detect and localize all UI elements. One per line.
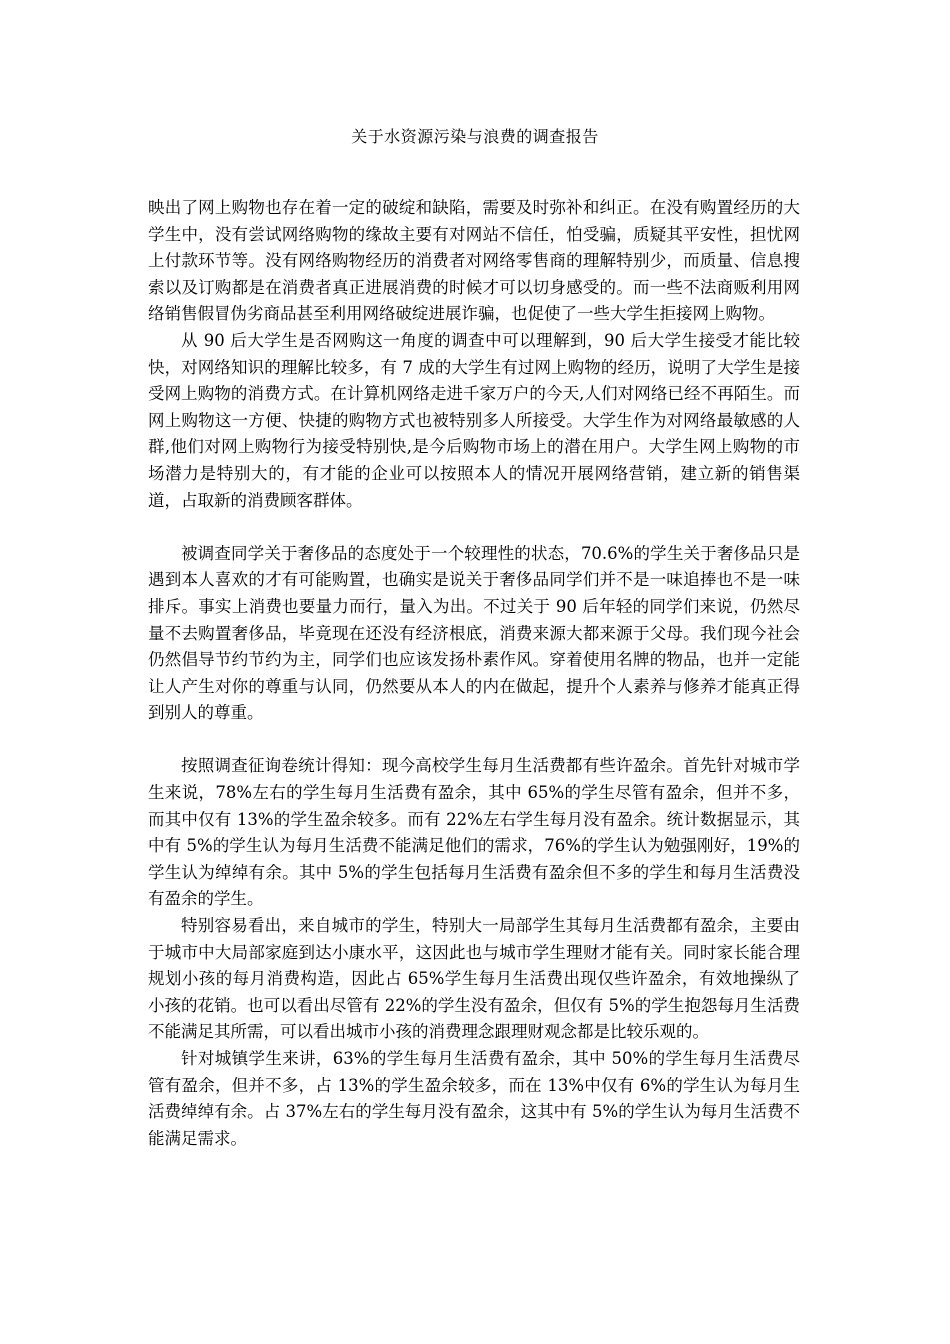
page-title: 关于水资源污染与浪费的调查报告: [351, 127, 599, 146]
paragraph-1: 映出了网上购物也存在着一定的破绽和缺陷，需要及时弥补和纠正。在没有购置经历的大学生中，没有尝试网络购物的缘故主要有对网站不信任，怕受骗，质疑其平安性，担忧网上付款环节等。没有网络购物经历的消费者对网络零售商的理解特别少，而质量、信息搜索以及订购都是在消费者真正进展消费的时候才可以切身感受的。而一些不法商贩利用网络销售假冒伪劣商品甚至利用网络破绽进展诈骗，也促使了一些大学生拒接网上购物。: [148, 198, 800, 324]
paragraph-gap: [148, 727, 800, 754]
paragraph-5: 特别容易看出，来自城市的学生，特别大一局部学生其每月生活费都有盈余，主要由于城市中大局部家庭到达小康水平，这因此也与城市学生理财才能有关。同时家长能合理规划小孩的每月消费构造，因此占 65%学生每月生活费出现仅些许盈余，有效地操纵了小孩的花销。也可以看出尽管有 22%的学生没有盈余，但仅有 5%的学生抱怨每月生活费不能满足其所需，可以看出城市小孩的消费理念跟理财观念都是比较乐观的。: [148, 916, 800, 1042]
paragraph-6: 针对城镇学生来讲，63%的学生每月生活费有盈余，其中 50%的学生每月生活费尽管有盈余，但并不多，占 13%的学生盈余较多，而在 13%中仅有 6%的学生认为每月生活费绰绰有余。占 37%左右的学生每月没有盈余，这其中有 5%的学生认为每月生活费不能满足需求。: [148, 1049, 800, 1148]
document-body: [148, 195, 800, 1152]
paragraph-4: 按照调查征询卷统计得知：现今高校学生每月生活费都有些许盈余。首先针对城市学生来说，78%左右的学生每月生活费有盈余，其中 65%的学生尽管有盈余，但并不多，而其中仅有 13%的学生盈余较多。而有 22%左右学生每月没有盈余。统计数据显示，其中有 5%的学生认为每月生活费不能满足他们的需求，76%的学生认为勉强刚好，19%的学生认为绰绰有余。其中 5%的学生包括每月生活费有盈余但不多的学生和每月生活费没有盈余的学生。: [148, 756, 800, 909]
paragraph-gap: [148, 514, 800, 541]
paragraph-3: 被调查同学关于奢侈品的态度处于一个较理性的状态，70.6%的学生关于奢侈品只是遇到本人喜欢的才有可能购置，也确实是说关于奢侈品同学们并不是一味追捧也不是一味排斥。事实上消费也要量力而行，量入为出。不过关于 90 后年轻的同学们来说，仍然尽量不去购置奢侈品，毕竟现在还没有经济根底，消费来源大都来源于父母。我们现今社会仍然倡导节约节约为主，同学们也应该发扬朴素作风。穿着使用名牌的物品，也并一定能让人产生对你的尊重与认同，仍然要从本人的内在做起，提升个人素养与修养才能真正得到别人的尊重。: [148, 543, 800, 723]
paragraph-2: 从 90 后大学生是否网购这一角度的调查中可以理解到，90 后大学生接受才能比较快，对网络知识的理解比较多，有 7 成的大学生有过网上购物的经历，说明了大学生是接受网上购物的消费方式。在计算机网络走进千家万户的今天,人们对网络已经不再陌生。而网上购物这一方便、快捷的购物方式也被特别多人所接受。大学生作为对网络最敏感的人群,他们对网上购物行为接受特别快,是今后购物市场上的潜在用户。大学生网上购物的市场潜力是特别大的，有才能的企业可以按照本人的情况开展网络营销，建立新的销售渠道，占取新的消费顾客群体。: [148, 330, 800, 510]
